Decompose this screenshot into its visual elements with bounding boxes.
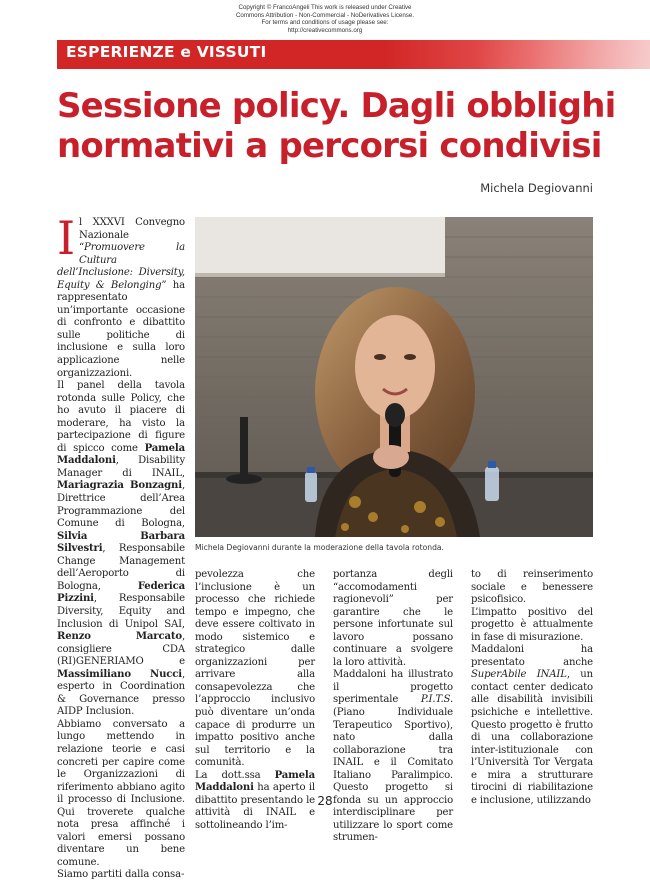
article-photo — [195, 217, 593, 537]
text-run: , Direttrice dell’Area Programmazione del Comune di Bologna, — [57, 480, 185, 530]
text-run: , un contact center dedicato alle disabilità invisibili psichiche e intellettive. Questo progetto è frutto di una collaborazione inter-istituzionale con l’Università Tor Vergata e mira a strutturare tirocini di riabilitazione e inclusione, utilizzando — [471, 669, 593, 806]
photo-illustration — [195, 217, 593, 537]
bold-name: Federica Pizzini — [57, 580, 185, 605]
text-run: Maddaloni ha presentato anche — [471, 644, 593, 668]
text-run: , consigliere CDA (RI)GENERIAMO e — [57, 631, 185, 668]
author-byline: Michela Degiovanni — [480, 181, 593, 195]
copyright-notice — [190, 4, 460, 34]
text-run: Maddaloni ha illustrato il progetto sperimentale — [333, 669, 453, 706]
italic-run: SuperAbile INAIL — [471, 669, 567, 681]
article-title — [57, 86, 617, 166]
paragraph — [57, 211, 185, 380]
title-line-2: normativi a percorsi condivisi — [57, 126, 602, 166]
title-line-1: Sessione policy. Dagli obblighi — [57, 86, 616, 126]
copyright-line: Commons Attribution - Non-Commercial - NoDerivatives License. — [235, 11, 415, 19]
copyright-line: Copyright © FrancoAngeli This work is released under Creative — [238, 4, 412, 11]
paragraph — [57, 380, 185, 719]
paragraph: portanza degli “accomodamenti ragionevoli” per garantire che le persone infortunate sul lavoro possano continuare a svolgere la loro attività. — [333, 569, 453, 668]
text-run: Il panel della tavola rotonda sulle Policy, che ho avuto il piacere di moderare, ha visto la partecipazione di figure di spicco come — [57, 380, 185, 454]
paragraph — [333, 669, 453, 845]
paragraph: pevolezza che l’inclusione è un processo che richiede tempo e impegno, che deve essere coltivato in modo sistemico e strategico dalle organizzazioni per arrivare alla consapevolezza che l’approccio inclusivo può diventare un’onda capace di produrre un impatto positivo anche sul territorio e la comunità. — [195, 569, 315, 769]
text-run: ” ha rappresentato un’importante occasione di confronto e dibattito sulle politiche di inclusione e sulla loro applicazione nelle organizzazioni. — [57, 279, 185, 379]
text-run: , Disability Manager di INAIL, — [57, 455, 185, 479]
text-run: , Responsabile Change Management dell’Aeroporto di Bologna, — [57, 543, 185, 592]
text-column-1 — [57, 211, 185, 882]
text-run: , Responsabile Diversity, Equity and Inclusion di Unipol SAI, — [57, 593, 185, 630]
bold-name: Silvia Barbara Silvestri — [57, 530, 185, 555]
page-number: 28 — [317, 794, 333, 808]
copyright-line: http://creativecommons.org — [287, 26, 363, 34]
section-label: ESPERIENZE e VISSUTI — [66, 43, 267, 61]
text-column-4 — [471, 569, 593, 807]
paragraph: Abbiamo conversato a lungo mettendo in relazione teorie e casi concreti per capire come le Organizzazioni di riferimento abbiano agito il processo di Inclusione. Qui troverete qualche nota presa affinché i valori emersi possano diventare un bene comune. — [57, 718, 185, 868]
italic-run: Promuovere la Cultura dell’Inclusione: Diversity, Equity & Belonging — [57, 242, 185, 291]
bold-name: Mariagrazia Bonzagni — [57, 480, 182, 492]
bold-name: Massimiliano Nucci — [57, 668, 182, 680]
bold-name: Pamela Maddaloni — [195, 769, 315, 794]
bold-name: Pamela Maddaloni — [57, 442, 185, 467]
photo-caption: Michela Degiovanni durante la moderazione della tavola rotonda. — [195, 543, 444, 552]
paragraph: Siamo partiti dalla consa- — [57, 869, 185, 881]
copyright-line: For terms and conditions of usage please see: — [261, 19, 389, 27]
text-column-2 — [195, 569, 315, 832]
italic-run: P.I.T.S. — [420, 694, 453, 706]
paragraph: L’impatto positivo del progetto è attualmente in fase di misurazione. — [471, 606, 593, 643]
text-run: La dott.ssa — [195, 769, 275, 781]
bold-name: Renzo Marcato — [57, 631, 182, 643]
text-run: (Piano Individuale Terapeutico Sportivo), nato dalla collaborazione tra INAIL e il Comitato Italiano Paralimpico. Questo progetto si fonda su un approccio interdisciplinare per utilizzare lo sport come strumen- — [333, 707, 453, 844]
text-run: ha aperto il dibattito presentando le attività di INAIL e sottolineando l’im- — [195, 782, 315, 831]
drop-cap: I — [57, 211, 76, 265]
text-run: , esperto in Coordination & Governance presso AIDP Inclusion. — [57, 668, 185, 718]
paragraph — [471, 644, 593, 807]
paragraph: to di reinserimento sociale e benessere psicofisico. — [471, 569, 593, 606]
text-run: l XXXVI Convegno Nazionale “ — [79, 217, 185, 254]
